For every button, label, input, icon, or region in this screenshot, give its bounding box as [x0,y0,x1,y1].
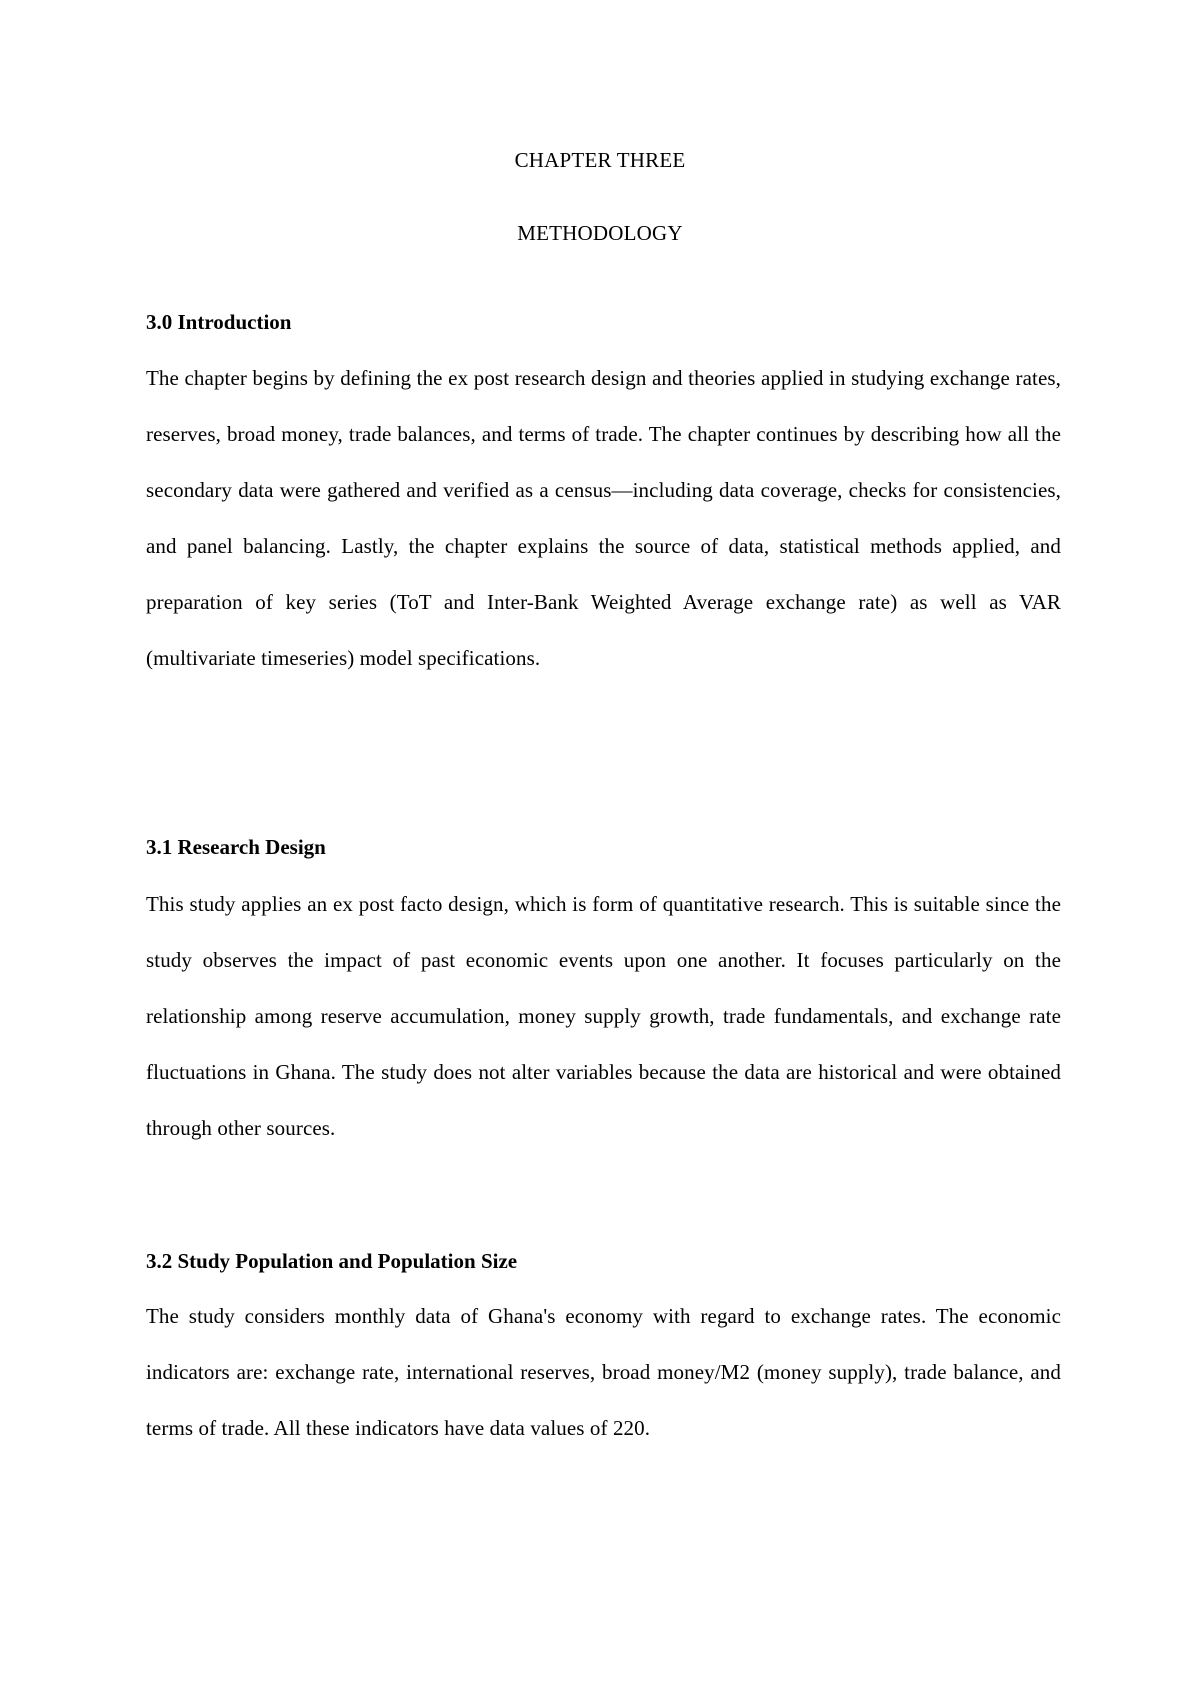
study-population-heading: 3.2 Study Population and Population Size [146,1249,518,1274]
chapter-subtitle: METHODOLOGY [517,221,683,245]
introduction-heading: 3.0 Introduction [146,310,292,335]
research-design-heading: 3.1 Research Design [146,835,326,860]
chapter-title: CHAPTER THREE [514,148,686,172]
study-population-paragraph: The study considers monthly data of Ghana's economy with regard to exchange rates. The economic indicators are: exchange rate, international reserves, broad money/M2 (money supply), trade balance, and terms of trade. All these indicators have data values of 220. [146,1304,1061,1440]
introduction-paragraph: The chapter begins by defining the ex post research design and theories applied in studying exchange rates, reserves, broad money, trade balances, and terms of trade. The chapter continues by describing how all the secondary data were gathered and verified as a census—including data coverage, checks for consistencies, and panel balancing. Lastly, the chapter explains the source of data, statistical methods applied, and preparation of key series (ToT and Inter-Bank Weighted Average exchange rate) as well as VAR (multivariate timeseries) model specifications. [146,366,1061,670]
research-design-paragraph: This study applies an ex post facto design, which is form of quantitative research. This is suitable since the study observes the impact of past economic events upon one another. It focuses particularly on the relationship among reserve accumulation, money supply growth, trade fundamentals, and exchange rate fluctuations in Ghana. The study does not alter variables because the data are historical and were obtained through other sources. [146,892,1061,1140]
